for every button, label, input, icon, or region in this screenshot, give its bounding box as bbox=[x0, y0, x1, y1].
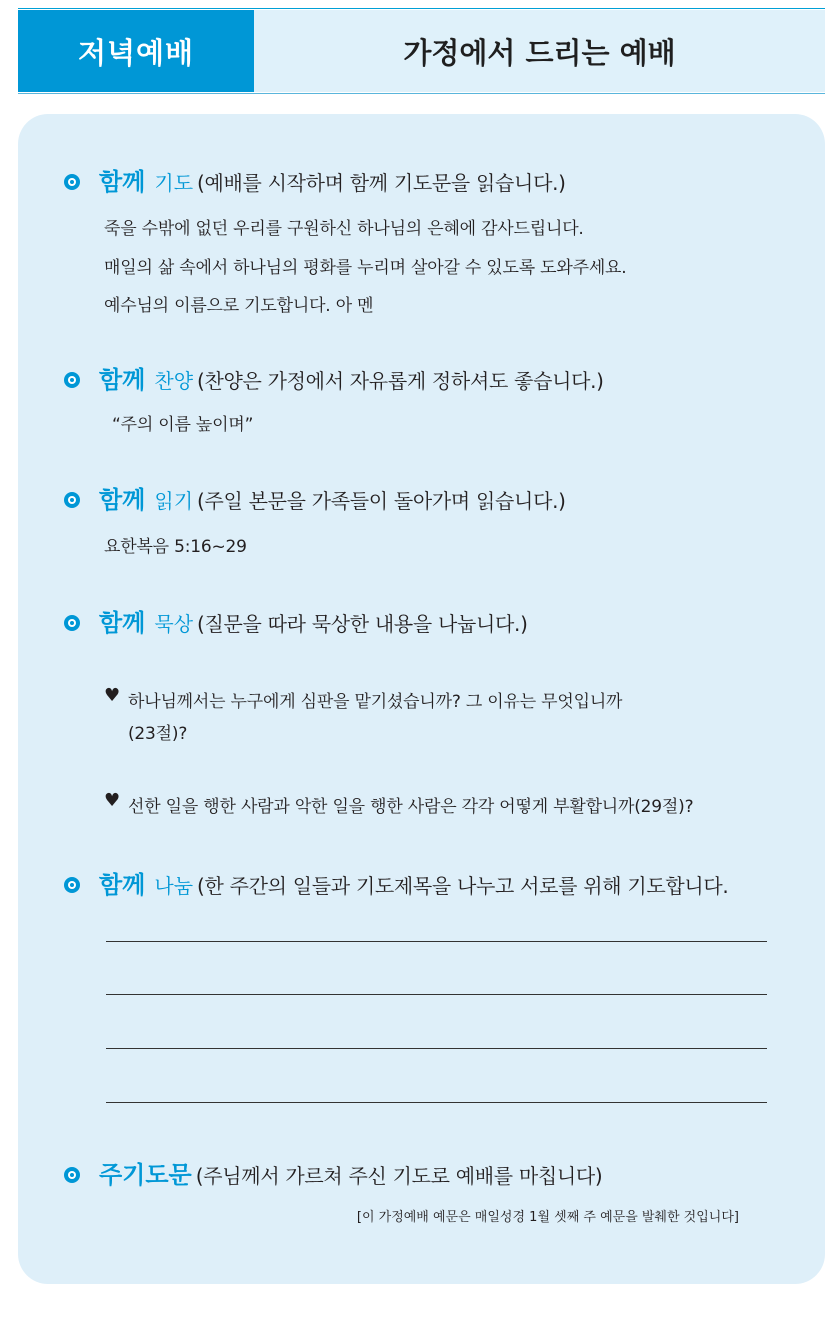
section-kind: 묵상 bbox=[154, 612, 194, 636]
section-kind: 기도 bbox=[154, 171, 194, 195]
writing-line[interactable] bbox=[106, 941, 767, 942]
header-tab: 저녁예배 bbox=[18, 10, 254, 92]
prayer-line-1: 죽을 수밖에 없던 우리를 구원하신 하나님의 은혜에 감사드립니다. bbox=[104, 219, 584, 239]
bullet-icon bbox=[64, 492, 80, 508]
section-lords-prayer-heading bbox=[64, 1155, 602, 1190]
section-desc: (한 주간의 일들과 기도제목을 나누고 서로를 위해 기도합니다. bbox=[197, 874, 729, 898]
section-sharing-heading bbox=[64, 865, 728, 900]
heart-icon: ♥ bbox=[104, 790, 121, 811]
praise-song: “주의 이름 높이며” bbox=[112, 415, 254, 435]
heart-icon: ♥ bbox=[104, 685, 121, 706]
prayer-line-3: 예수님의 이름으로 기도합니다. 아 멘 bbox=[104, 296, 374, 316]
lords-prayer-title: 주기도문 bbox=[99, 1161, 192, 1189]
reading-passage: 요한복음 5:16~29 bbox=[104, 537, 247, 557]
section-desc: (주일 본문을 가족들이 돌아가며 읽습니다.) bbox=[197, 489, 566, 513]
question-1-line-1: 하나님께서는 누구에게 심판을 맡기셨습니까? 그 이유는 무엇입니까 bbox=[128, 692, 623, 712]
writing-line[interactable] bbox=[106, 1048, 767, 1049]
writing-line[interactable] bbox=[106, 1102, 767, 1103]
together-label: 함께 bbox=[99, 871, 146, 899]
section-desc: (질문을 따라 묵상한 내용을 나눕니다.) bbox=[197, 612, 528, 636]
header-rule bbox=[18, 93, 825, 94]
section-kind: 나눔 bbox=[154, 874, 194, 898]
bullet-icon bbox=[64, 174, 80, 190]
question-2: 선한 일을 행한 사람과 악한 일을 행한 사람은 각각 어떻게 부활합니까(29절)? bbox=[128, 797, 694, 817]
together-label: 함께 bbox=[99, 366, 146, 394]
section-meditation-heading bbox=[64, 603, 528, 638]
together-label: 함께 bbox=[99, 168, 146, 196]
together-label: 함께 bbox=[99, 486, 146, 514]
top-rule bbox=[18, 8, 825, 9]
section-desc: (주님께서 가르쳐 주신 기도로 예배를 마칩니다) bbox=[195, 1164, 603, 1188]
section-kind: 찬양 bbox=[154, 369, 194, 393]
bullet-icon bbox=[64, 877, 80, 893]
bullet-icon bbox=[64, 615, 80, 631]
section-desc: (예배를 시작하며 함께 기도문을 읽습니다.) bbox=[197, 171, 566, 195]
section-prayer-heading bbox=[64, 162, 566, 197]
header-title: 가정에서 드리는 예배 bbox=[403, 35, 676, 70]
question-1-line-2: (23절)? bbox=[128, 724, 188, 744]
section-reading-heading bbox=[64, 480, 566, 515]
section-desc: (찬양은 가정에서 자유롭게 정하셔도 좋습니다.) bbox=[197, 369, 604, 393]
bullet-icon bbox=[64, 1167, 80, 1183]
section-kind: 읽기 bbox=[154, 489, 194, 513]
source-note: [이 가정예배 예문은 매일성경 1월 셋째 주 예문을 발췌한 것입니다] bbox=[356, 1210, 739, 1225]
section-praise-heading bbox=[64, 360, 604, 395]
writing-line[interactable] bbox=[106, 994, 767, 995]
together-label: 함께 bbox=[99, 609, 146, 637]
bullet-icon bbox=[64, 372, 80, 388]
header-bar bbox=[18, 10, 825, 92]
prayer-line-2: 매일의 삶 속에서 하나님의 평화를 누리며 살아갈 수 있도록 도와주세요. bbox=[104, 258, 627, 278]
